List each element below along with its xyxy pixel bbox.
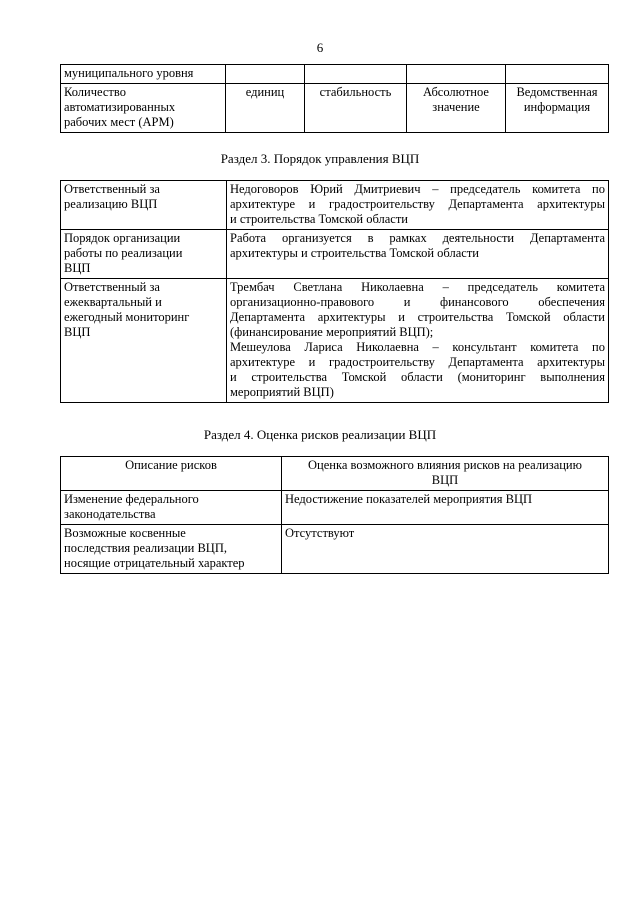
row-text: Работа организуется в рамках деятельности Департамента архитектуры и строительства Томской области [227, 230, 609, 279]
table-cell [226, 65, 305, 84]
table-cell [305, 65, 407, 84]
trend-cell: стабильность [305, 84, 407, 133]
table-row [61, 84, 609, 133]
risk-description: Возможные косвенные последствия реализации ВЦП, носящие отрицательный характер [61, 525, 282, 574]
row-label: Ответственный за реализацию ВЦП [61, 181, 227, 230]
page-number: 6 [316, 40, 324, 55]
risk-impact: Недостижение показателей мероприятия ВЦП [282, 491, 609, 525]
row-text: Недоговоров Юрий Дмитриевич – председатель комитета по архитектуре и градостроительству Департамента архитектуры и строительства Томской области [227, 181, 609, 230]
table-header-row [61, 457, 609, 491]
table-cell: муниципального уровня [61, 65, 226, 84]
row-label: Порядок организации работы по реализации ВЦП [61, 230, 227, 279]
value-type-cell: Абсолютное значение [407, 84, 506, 133]
table-row [61, 65, 609, 84]
table-row [61, 525, 609, 574]
risk-impact: Отсутствуют [282, 525, 609, 574]
table-row [61, 491, 609, 525]
header-risk-description: Описание рисков [61, 457, 282, 491]
section3-heading: Раздел 3. Порядок управления ВЦП [220, 151, 420, 166]
risk-description: Изменение федерального законодательства [61, 491, 282, 525]
header-risk-impact: Оценка возможного влияния рисков на реализацию ВЦП [282, 457, 609, 491]
source-cell: Ведомственная информация [506, 84, 609, 133]
table-cell [407, 65, 506, 84]
unit-cell: единиц [226, 84, 305, 133]
table-row [61, 230, 609, 279]
section4-heading: Раздел 4. Оценка рисков реализации ВЦП [203, 427, 437, 442]
table-cell [506, 65, 609, 84]
management-table [60, 180, 609, 403]
table-row [61, 181, 609, 230]
indicators-table [60, 64, 609, 133]
indicator-name-cell: Количество автоматизированных рабочих мест (АРМ) [61, 84, 226, 133]
row-text: Трембач Светлана Николаевна – председатель комитета организационно-правового и финансового обеспечения Департамента архитектуры и строительства Томской области (финансирование мероприятий ВЦП); Мешеулова Лариса Николаевна – консультант комитета по архитектуре и градостроительству Департамента архитектуры и строительства Томской области (мониторинг выполнения мероприятий ВЦП) [227, 279, 609, 403]
table-row [61, 279, 609, 403]
risks-table [60, 456, 609, 574]
row-label: Ответственный за ежеквартальный и ежегодный мониторинг ВЦП [61, 279, 227, 403]
